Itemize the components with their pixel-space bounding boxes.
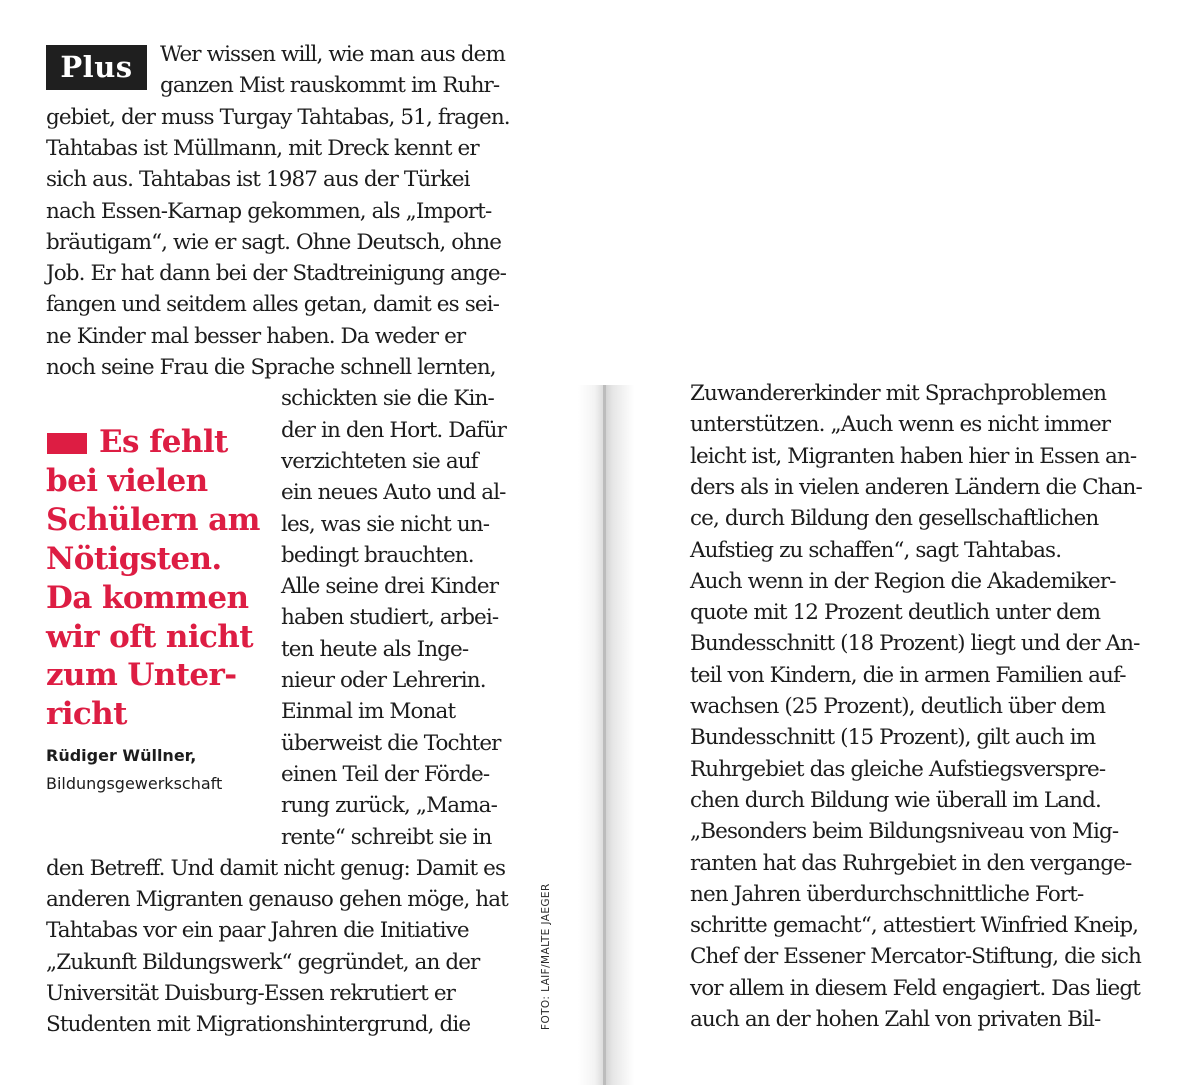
- col2-line: Chef der Essener Mercator-Stiftung, die sich: [690, 944, 1141, 970]
- col2-line: schritte gemacht“, attestiert Winfried Kneip,: [690, 913, 1139, 939]
- quote-line: Schülern am: [46, 501, 260, 538]
- page-gutter-shadow: [578, 385, 634, 1085]
- quote-marker-square: [47, 433, 87, 454]
- page-fold-line: [603, 385, 606, 1085]
- col2-line: auch an der hohen Zahl von privaten Bil-: [690, 1007, 1101, 1032]
- col1-line: Wer wissen will, wie man aus dem: [160, 42, 505, 67]
- col1-line: sich aus. Tahtabas ist 1987 aus der Türkei: [46, 167, 470, 193]
- col1-line: noch seine Frau die Sprache schnell lernten,: [46, 355, 496, 380]
- col2-line: Bundesschnitt (15 Prozent), gilt auch im: [690, 725, 1096, 751]
- col2-line: Auch wenn in der Region die Akademiker-: [690, 568, 1116, 594]
- col1-line: verzichteten sie auf: [281, 448, 478, 474]
- col2-line: chen durch Bildung wie überall im Land.: [690, 787, 1101, 813]
- col2-line: unterstützen. „Auch wenn es nicht immer: [690, 412, 1111, 438]
- col1-line: bedingt brauchten.: [281, 542, 474, 568]
- plus-badge: Plus: [46, 45, 147, 90]
- quote-line: wir oft nicht: [46, 618, 253, 655]
- col1-line: Tahtabas vor ein paar Jahren die Initiative: [46, 918, 469, 944]
- col2-line: ranten hat das Ruhrgebiet in den vergange-: [690, 850, 1132, 876]
- col1-line: ganzen Mist rauskommt im Ruhr-: [160, 73, 500, 99]
- col1-line: der in den Hort. Dafür: [281, 417, 506, 443]
- col1-line: schickten sie die Kin-: [281, 386, 494, 412]
- col2-line: vor allem in diesem Feld engagiert. Das liegt: [690, 975, 1140, 1001]
- col1-line: rente“ schreibt sie in: [281, 824, 492, 850]
- col2-line: wachsen (25 Prozent), deutlich über dem: [690, 694, 1106, 719]
- col1-line: fangen und seitdem alles getan, damit es sei-: [46, 292, 499, 318]
- quote-line: zum Unter-: [46, 657, 237, 694]
- col1-line: „Zukunft Bildungswerk“ gegründet, an der: [46, 949, 480, 975]
- quote-author-role: Bildungsgewerkschaft: [46, 774, 223, 793]
- col1-line: Einmal im Monat: [281, 699, 456, 725]
- col1-line: einen Teil der Förde-: [281, 761, 490, 787]
- col1-line: gebiet, der muss Turgay Tahtabas, 51, fragen.: [46, 104, 510, 130]
- quote-author: Rüdiger Wüllner,: [46, 746, 197, 765]
- col2-line: Aufstieg zu schaffen“, sagt Tahtabas.: [690, 537, 1062, 563]
- col2-line: ders als in vielen anderen Ländern die Chan-: [690, 474, 1142, 500]
- col1-line: anderen Migranten genauso gehen möge, hat: [46, 887, 508, 913]
- quote-line: bei vielen: [46, 462, 208, 499]
- col2-line: Ruhrgebiet das gleiche Aufstiegsverspre-: [690, 756, 1106, 782]
- col1-line: ein neues Auto und al-: [281, 480, 506, 506]
- col2-line: „Besonders beim Bildungsniveau von Mig-: [690, 819, 1119, 845]
- col1-line: nach Essen-Karnap gekommen, als „Import-: [46, 198, 492, 224]
- quote-line: richt: [46, 696, 127, 733]
- photo-credit: FOTO: LAIF/MALTE JAEGER: [540, 883, 552, 1030]
- col1-line: Universität Duisburg-Essen rekrutiert er: [46, 981, 456, 1006]
- col1-line: ne Kinder mal besser haben. Da weder er: [46, 323, 466, 349]
- col1-line: ten heute als Inge-: [281, 636, 469, 662]
- col2-line: Bundesschnitt (18 Prozent) liegt und der An-: [690, 631, 1140, 657]
- col2-line: teil von Kindern, die in armen Familien auf-: [690, 662, 1126, 688]
- quote-line: Nötigsten.: [46, 540, 222, 577]
- col1-line: Studenten mit Migrationshintergrund, die: [46, 1012, 471, 1038]
- col1-line: nieur oder Lehrerin.: [281, 668, 486, 693]
- col2-line: leicht ist, Migranten haben hier in Essen an-: [690, 443, 1137, 469]
- col1-line: rung zurück, „Mama-: [281, 793, 497, 819]
- col1-line: Job. Er hat dann bei der Stadtreinigung ange-: [46, 261, 507, 287]
- col2-line: ce, durch Bildung den gesellschaftlichen: [690, 506, 1099, 532]
- col1-line: Alle seine drei Kinder: [281, 574, 499, 600]
- col2-line: quote mit 12 Prozent deutlich unter dem: [690, 600, 1101, 626]
- col1-line: den Betreff. Und damit nicht genug: Damit es: [46, 855, 506, 881]
- quote-line: Es fehlt: [99, 424, 228, 460]
- col1-line: les, was sie nicht un-: [281, 511, 490, 537]
- col1-line: Tahtabas ist Müllmann, mit Dreck kennt er: [46, 135, 479, 161]
- col1-line: überweist die Tochter: [281, 730, 501, 756]
- col2-line: Zuwandererkinder mit Sprachproblemen: [690, 381, 1107, 406]
- col1-line: bräutigam“, wie er sagt. Ohne Deutsch, ohne: [46, 229, 502, 255]
- quote-line: Da kommen: [46, 579, 249, 616]
- col1-line: haben studiert, arbei-: [281, 605, 499, 631]
- col2-line: nen Jahren überdurchschnittliche Fort-: [690, 881, 1084, 907]
